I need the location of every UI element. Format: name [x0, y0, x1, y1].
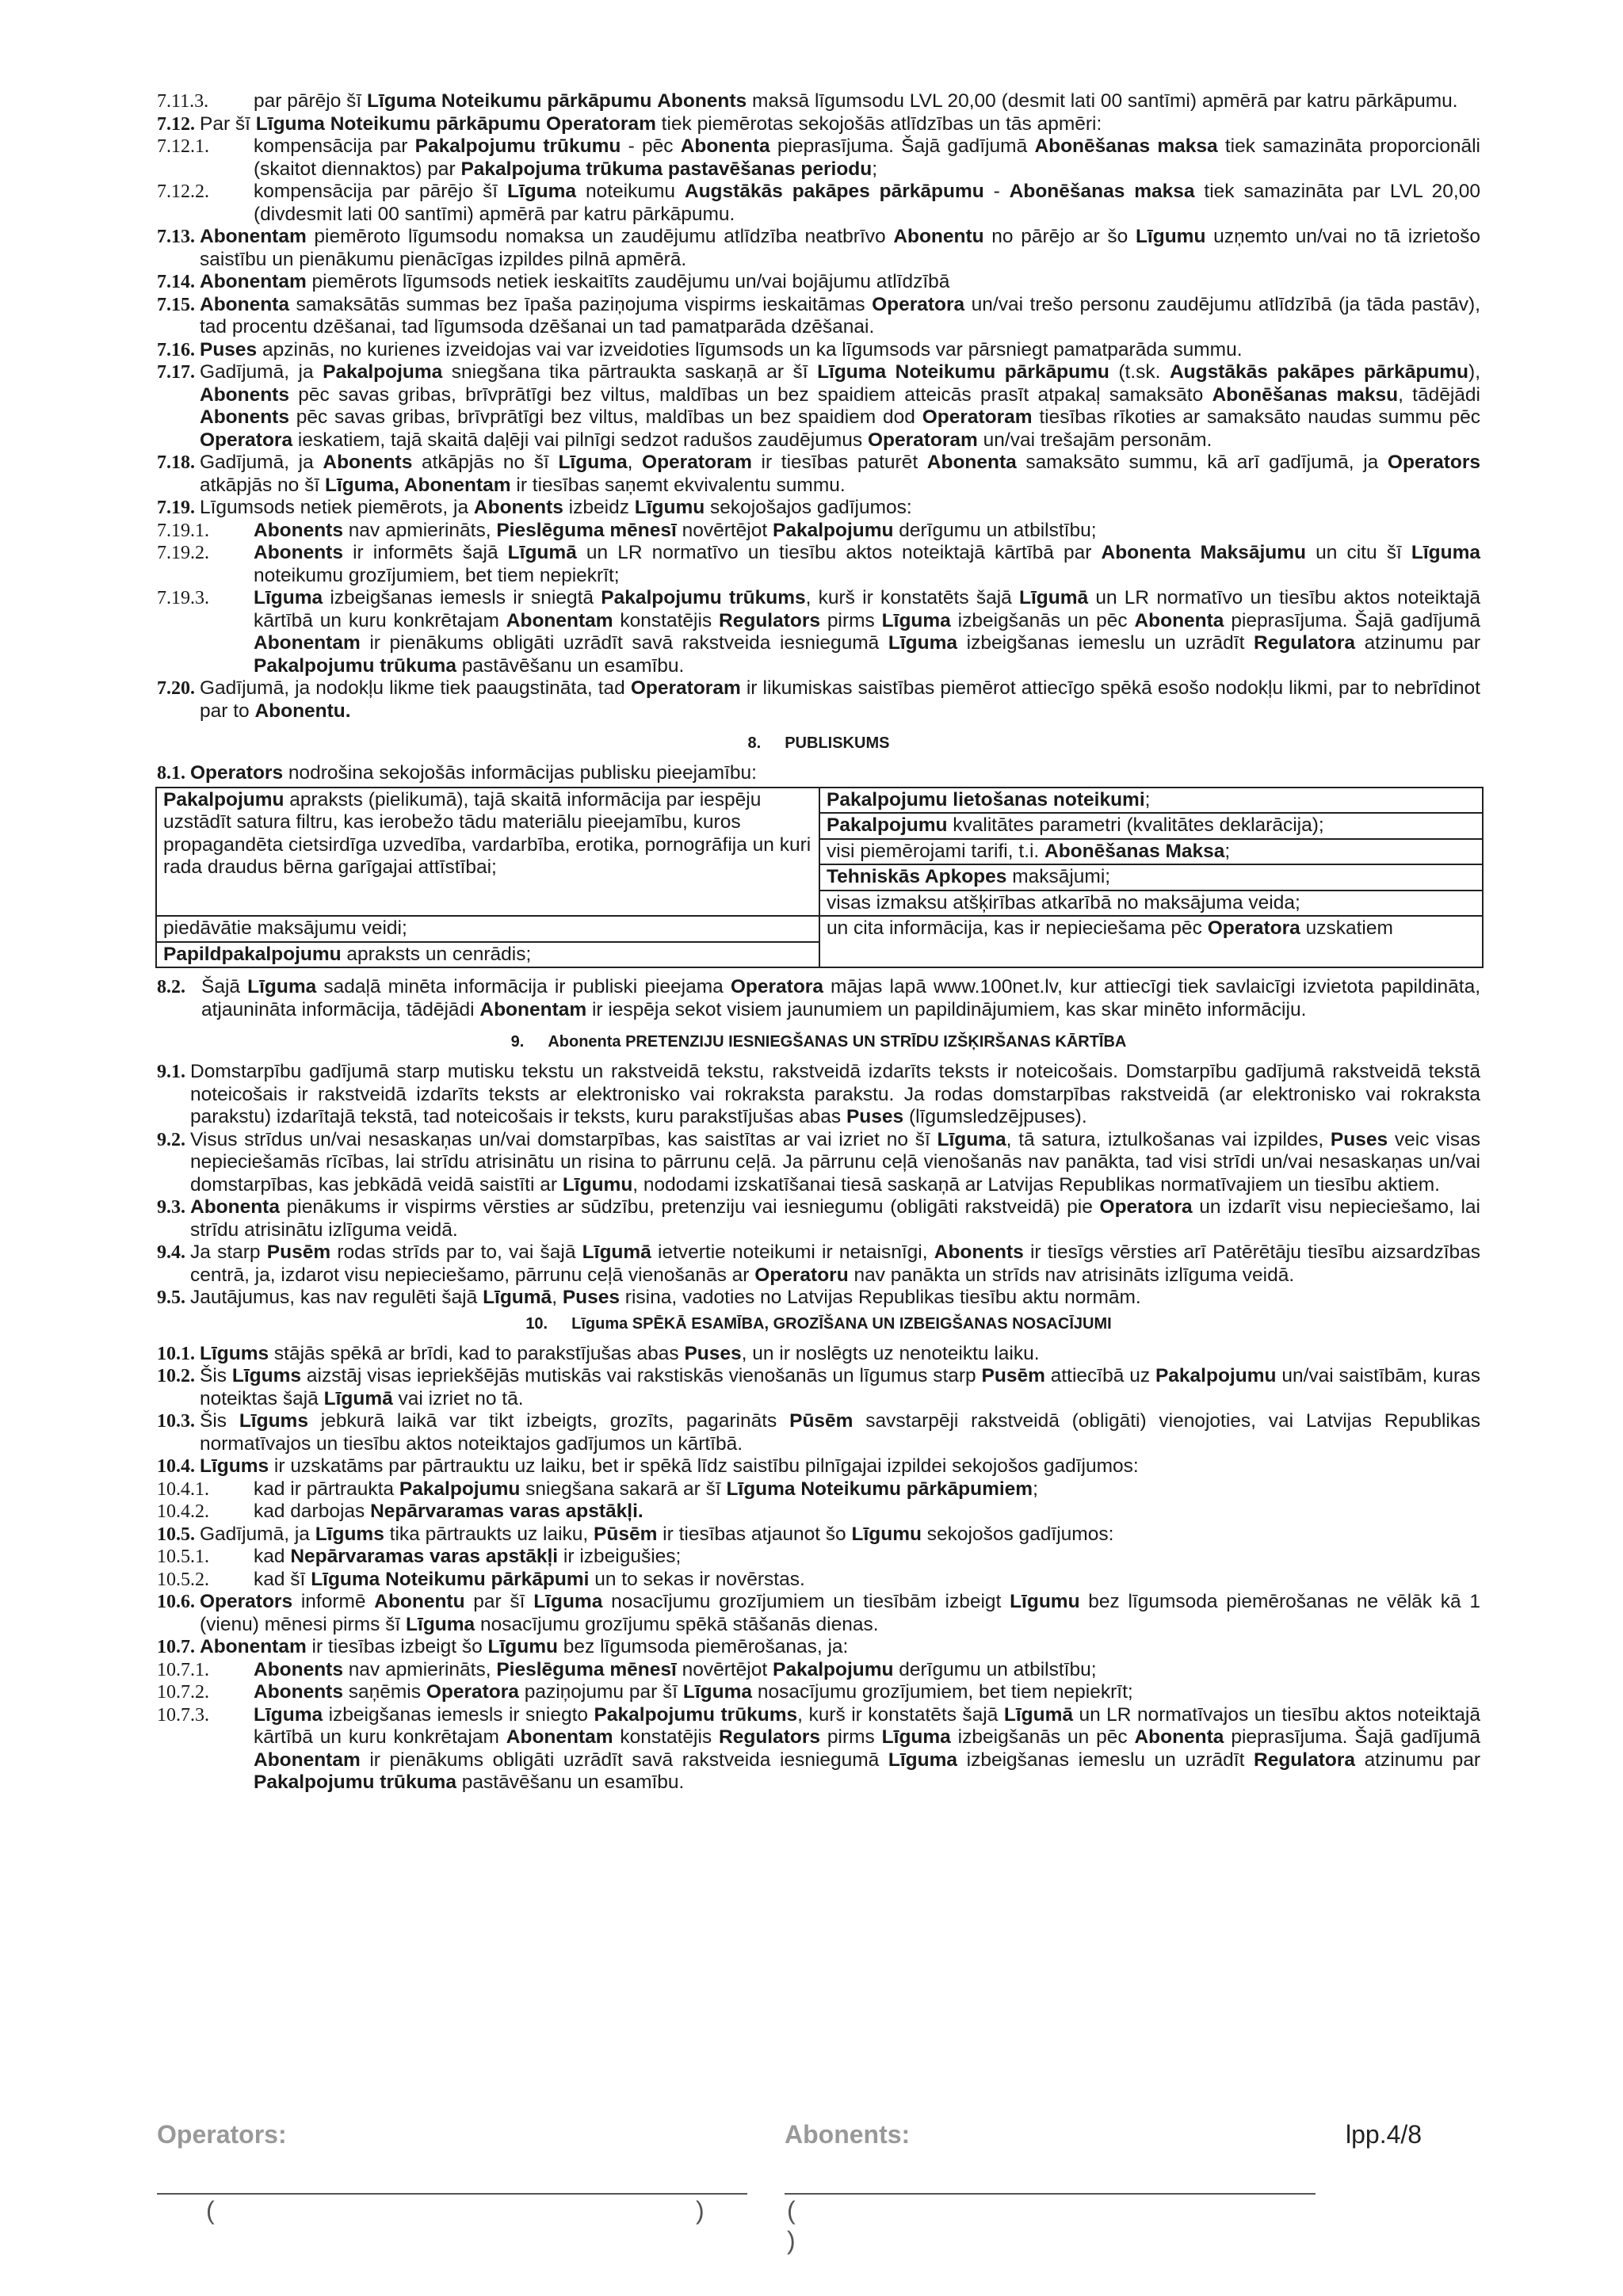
section-8-heading — [157, 734, 1480, 753]
paragraph-text: Jautājumus, kas nav regulēti šajā Līgumā, Puses risina, vadoties no Latvijas Republikas tiesību aktu normām. — [190, 1287, 1141, 1308]
paragraph-number: 7.12.1. — [157, 136, 209, 157]
paragraph-text: Par šī Līguma Noteikumu pārkāpumu Operatoram tiek piemērotas sekojošās atlīdzības un tās apmēri: — [200, 113, 1102, 135]
paragraph-text: kad ir pārtraukta Pakalpojumu sniegšana sakarā ar šī Līguma Noteikumu pārkāpumiem; — [254, 1478, 1038, 1500]
paragraph-10-7-1 — [157, 1659, 1480, 1682]
paragraph-10-1 — [157, 1343, 1480, 1366]
table-cell-other-info: un cita informācija, kas ir nepieciešama pēc Operatora uzskatiem — [819, 916, 1483, 967]
table-cell-tariffs: visi piemērojami tarifi, t.i. Abonēšanas Maksa; — [819, 839, 1483, 865]
paragraph-text: Ja starp Pusēm rodas strīds par to, vai šajā Līgumā ietvertie noteikumi ir netaisnīgi, Abonents ir tiesīgs vērsties arī Patērētāju tiesību aizsardzības centrā, ja, izdarot visu nepieciešamo, pārrunu ceļā vienošanās ar Operatoru nav panākta un strīds nav atrisināts izlīguma veidā. — [190, 1241, 1481, 1286]
paragraph-number: 10.4.2. — [157, 1501, 209, 1522]
paragraph-number: 9.5. — [157, 1287, 185, 1308]
section-10-body — [157, 1343, 1480, 1794]
paragraph-8-2 — [157, 976, 1480, 1021]
paragraph-text: par pārējo šī Līguma Noteikumu pārkāpumu Abonents maksā līgumsodu LVL 20,00 (desmit lati 00 santīmi) apmērā par katru pārkāpumu. — [254, 90, 1458, 112]
paragraph-text: Līgumsods netiek piemērots, ja Abonents izbeidz Līgumu sekojošajos gadījumos: — [200, 497, 912, 518]
paragraph-text: Gadījumā, ja Abonents atkāpjās no šī Līguma, Operatoram ir tiesības paturēt Abonenta samaksāto summu, kā arī gadījumā, ja Operators atkāpjās no šī Līguma, Abonentam ir tiesības saņemt ekvivalentu summu. — [200, 452, 1481, 496]
paragraph-number: 10.7.2. — [157, 1682, 209, 1703]
paragraph-7-18 — [157, 452, 1480, 497]
paragraph-7-15 — [157, 294, 1480, 339]
paragraph-10-2 — [157, 1365, 1480, 1410]
paragraph-text: Abonenta pienākums ir vispirms vērsties ar sūdzību, pretenziju vai iesniegumu (obligāti rakstveidā) pie Operatora un izdarīt visu nepieciešamo, lai strīdu atrisinātu izlīguma veidā. — [190, 1196, 1480, 1241]
signature-footer — [157, 2120, 1488, 2279]
paragraph-text: Gadījumā, ja Līgums tika pārtraukts uz laiku, Pūsēm ir tiesības atjaunot šo Līgumu sekojošos gadījumos: — [200, 1523, 1114, 1545]
operators-signature-line — [157, 2193, 747, 2195]
paragraph-text: Abonenta samaksātās summas bez īpaša paziņojuma vispirms ieskaitāmas Operatora un/vai trešo personu zaudējumu atlīdzībā (ja tāda pastāv), tad procentu dzēšanai, tad līgumsoda dzēšanai un tad pamatparāda dzēšanai. — [200, 293, 1480, 338]
paragraph-number: 9.4. — [157, 1242, 185, 1263]
publicity-table — [155, 787, 1484, 969]
abonents-name-paren-open: ( — [787, 2196, 796, 2225]
paragraph-text: Abonents nav apmierināts, Pieslēguma mēnesī novērtējot Pakalpojumu derīgumu un atbilstību; — [254, 1658, 1097, 1680]
paragraph-number: 10.5.2. — [157, 1569, 209, 1590]
paragraph-text: Abonents ir informēts šajā Līgumā un LR normatīvo un tiesību aktos noteiktajā kārtībā par Abonenta Maksājumu un citu šī Līguma noteikumu grozījumiem, bet tiem nepiekrīt; — [254, 542, 1480, 586]
paragraph-text: Abonents saņēmis Operatora paziņojumu par šī Līguma nosacījumu grozījumiem, bet tiem nepiekrīt; — [254, 1681, 1133, 1703]
paragraph-text: Operators informē Abonentu par šī Līguma nosacījumu grozījumiem un tiesībām izbeigt Līgumu bez līgumsoda piemērošanas ne vēlāk kā 1 (vienu) mēnesi pirms šī Līguma nosacījumu grozījumu spēkā stāšanās dienas. — [200, 1591, 1481, 1635]
paragraph-number: 9.3. — [157, 1197, 185, 1218]
section-10-heading — [157, 1314, 1480, 1333]
paragraph-9-5 — [157, 1287, 1480, 1310]
operators-name-paren-open: ( — [206, 2196, 215, 2225]
section-9-heading — [157, 1032, 1480, 1051]
paragraph-number: 7.12.2. — [157, 181, 209, 202]
paragraph-number: 7.13. — [157, 227, 195, 247]
section-10-title: Līguma SPĒKĀ ESAMĪBA, GROZĪŠANA UN IZBEIGŠANAS NOSACĪJUMI — [571, 1314, 1112, 1333]
paragraph-number: 10.4. — [157, 1456, 195, 1477]
paragraph-number: 10.7.1. — [157, 1659, 209, 1680]
paragraph-text: Abonents nav apmierināts, Pieslēguma mēnesī novērtējot Pakalpojumu derīgumu un atbilstību; — [254, 519, 1097, 541]
abonents-signature-line — [785, 2193, 1316, 2195]
table-cell-quality-parameters: Pakalpojumu kvalitātes parametri (kvalitātes deklarācija); — [819, 813, 1483, 839]
paragraph-number: 7.15. — [157, 294, 195, 315]
paragraph-8-1 — [157, 762, 1480, 785]
paragraph-text: Abonentam ir tiesības izbeigt šo Līgumu bez līgumsoda piemērošanas, ja: — [200, 1636, 849, 1657]
paragraph-7-19 — [157, 497, 1480, 520]
paragraph-number: 7.17. — [157, 362, 195, 383]
paragraph-text: Līgums ir uzskatāms par pārtrauktu uz laiku, bet ir spēkā līdz saistību pilnīgajai izpildei sekojošos gadījumos: — [200, 1455, 1139, 1477]
table-cell-maintenance-payments: Tehniskās Apkopes maksājumi; — [819, 864, 1483, 891]
paragraph-10-3 — [157, 1410, 1480, 1455]
table-cell-payment-methods: piedāvātie maksājumu veidi; — [156, 916, 819, 942]
paragraph-text: Gadījumā, ja Pakalpojuma sniegšana tika pārtraukta saskaņā ar šī Līguma Noteikumu pārkāpumu (t.sk. Augstākās pakāpes pārkāpumu), Abonents pēc savas gribas, brīvprātīgi bez viltus, maldības un bez spaidiem atteicās prasīt atpakaļ samaksāto Abonēšanas maksu, tādējādi Abonents pēc savas gribas, brīvprātīgi bez viltus, maldības un bez spaidiem dod Operatoram tiesības rīkoties ar samaksāto naudas summu pēc Operatora ieskatiem, tajā skaitā daļēji vai pilnīgi sedzot radušos zaudējumus Operatoram un/vai trešajām personām. — [200, 361, 1480, 451]
paragraph-text: kad šī Līguma Noteikumu pārkāpumi un to sekas ir novērstas. — [254, 1568, 805, 1590]
paragraph-7-19-2 — [157, 542, 1480, 587]
paragraph-10-7 — [157, 1636, 1480, 1659]
section-8-number: 8. — [747, 734, 762, 752]
operators-label: Operators: — [157, 2120, 287, 2149]
abonents-name-paren-close: ) — [787, 2226, 796, 2255]
paragraph-7-20 — [157, 677, 1480, 723]
page-number: lpp.4/8 — [1346, 2120, 1423, 2149]
paragraph-text: kompensācija par pārējo šī Līguma noteikumu Augstākās pakāpes pārkāpumu - Abonēšanas maksa tiek samazināta par LVL 20,00 (divdesmit lati 00 santīmi) apmērā par katru pārkāpumu. — [254, 181, 1480, 225]
paragraph-text: Gadījumā, ja nodokļu likme tiek paaugstināta, tad Operatoram ir likumiskas saistības piemērot attiecīgo spēkā esošo nodokļu likmi, par to nebrīdinot par to Abonentu. — [200, 677, 1480, 722]
paragraph-number: 8.2. — [157, 977, 185, 997]
paragraph-10-5-2 — [157, 1569, 1480, 1592]
paragraph-text: Visus strīdus un/vai nesaskaņas un/vai domstarpības, kas saistītas ar vai izriet no šī Līguma, tā satura, iztulkošanas vai izpildes, Puses veic visas nepieciešamās rīcības, lai strīdu atrisinātu un risina to pārrunu ceļā. Ja pārrunu ceļā vienošanās nav panākta, tad visi strīdi un/vai nesaskaņas un/vai domstarpības, kas jebkādā veidā saistīti ar Līgumu, nododami izskatīšanai tiesā saskaņā ar Latvijas Republikas normatīvajiem un tiesību aktiem. — [190, 1128, 1480, 1196]
paragraph-7-17 — [157, 361, 1480, 452]
paragraph-number: 10.7. — [157, 1637, 195, 1657]
paragraph-number: 10.1. — [157, 1343, 195, 1364]
paragraph-number: 10.5. — [157, 1524, 195, 1545]
paragraph-10-7-2 — [157, 1681, 1480, 1704]
paragraph-number: 7.11.3. — [157, 91, 209, 112]
paragraph-10-4-1 — [157, 1478, 1480, 1501]
paragraph-text: Abonentam piemērots līgumsods netiek ieskaitīts zaudējumu un/vai bojājumu atlīdzībā — [200, 271, 950, 292]
paragraph-7-16 — [157, 339, 1480, 362]
paragraph-number: 9.1. — [157, 1062, 185, 1082]
paragraph-10-7-3 — [157, 1704, 1480, 1794]
table-cell-services-description: Pakalpojumu apraksts (pielikumā), tajā skaitā informācija par iespēju uzstādīt satura filtru, kas ierobežo tādu materiālu pieejamību, kuros propagandēta cietsirdīga uzvedība, vardarbība, erotika, pornogrāfija un kuri rada draudus bērna garīgajai attīstībai; — [156, 788, 819, 917]
contract-page — [157, 90, 1480, 1794]
section-8-title: PUBLISKUMS — [785, 734, 890, 752]
paragraph-7-19-1 — [157, 520, 1480, 543]
paragraph-text: Operators nodrošina sekojošās informācijas publisku pieejamību: — [190, 762, 757, 784]
paragraph-number: 9.2. — [157, 1129, 185, 1150]
section-9-body — [157, 1061, 1480, 1310]
table-cell-terms-of-use: Pakalpojumu lietošanas noteikumi; — [819, 788, 1483, 814]
paragraph-10-6 — [157, 1591, 1480, 1636]
paragraph-text: Līguma izbeigšanas iemesls ir sniegto Pakalpojumu trūkums, kurš ir konstatēts šajā Līgumā un LR normatīvajos un tiesību aktos noteiktajā kārtībā un kuru konkrētajam Abonentam konstatējis Regulators pirms Līguma izbeigšanās un pēc Abonenta pieprasījuma. Šajā gadījumā Abonentam ir pienākums obligāti uzrādīt savā rakstveida iesniegumā Līguma izbeigšanas iemeslu un uzrādīt Regulatora atzinumu par Pakalpojumu trūkuma pastāvēšanu un esamību. — [254, 1703, 1481, 1793]
paragraph-number: 8.1. — [157, 763, 185, 784]
paragraph-7-11-3 — [157, 90, 1480, 113]
paragraph-text: Šis Līgums jebkurā laikā var tikt izbeigts, grozīts, pagarināts Pūsēm savstarpēji rakstveidā (obligāti) vienojoties, vai Latvijas Republikas normatīvajos un tiesību aktos noteiktajos gadījumos un kārtībā. — [200, 1410, 1480, 1455]
section-7-continued — [157, 90, 1480, 723]
paragraph-7-14 — [157, 271, 1480, 294]
paragraph-number: 7.19.1. — [157, 520, 209, 541]
paragraph-number: 7.14. — [157, 272, 195, 292]
paragraph-text: Domstarpību gadījumā starp mutisku tekstu un rakstveidā tekstu, rakstveidā izdarīts teksts ir noteicošais. Domstarpību gadījumā rakstveidā tekstā noteicošais ir rakstveidā izdarīts teksts ar elektronisko vai rokraksta parakstu. Ja rodas domstarpības rakstveidā (ar elektronisko vai rokraksta parakstu) izdarītajā tekstā, tad noteicošais ir teksts, kuru parakstījušas abas Puses (līgumsledzējpuses). — [190, 1061, 1480, 1127]
paragraph-number: 10.2. — [157, 1366, 195, 1386]
table-cell-additional-services: Papildpakalpojumu apraksts un cenrādis; — [156, 942, 819, 968]
paragraph-9-4 — [157, 1241, 1480, 1287]
paragraph-number: 7.16. — [157, 339, 195, 360]
paragraph-number: 7.19. — [157, 498, 195, 518]
paragraph-7-12-2 — [157, 181, 1480, 226]
paragraph-7-13 — [157, 226, 1480, 271]
paragraph-10-4-2 — [157, 1501, 1480, 1524]
paragraph-number: 7.19.3. — [157, 588, 209, 608]
abonents-label: Abonents: — [785, 2120, 911, 2149]
paragraph-number: 10.6. — [157, 1592, 195, 1612]
paragraph-number: 10.7.3. — [157, 1704, 209, 1726]
paragraph-number: 10.4.1. — [157, 1478, 209, 1500]
paragraph-text: Šajā Līguma sadaļā minēta informācija ir publiski pieejama Operatora mājas lapā www.100net.lv, kur attiecīgi tiek savlaicīgi izvietota papildināta, atjaunināta informācija, tādējādi Abonentam ir iespēja sekot visiem jaunumiem un papildinājumiem, kas skar minēto informāciju. — [201, 976, 1481, 1020]
paragraph-10-4 — [157, 1455, 1480, 1478]
paragraph-9-3 — [157, 1196, 1480, 1241]
paragraph-7-19-3 — [157, 587, 1480, 677]
section-9-title: Abonenta PRETENZIJU IESNIEGŠANAS UN STRĪDU IZŠĶIRŠANAS KĀRTĪBA — [548, 1033, 1127, 1051]
table-cell-cost-differences: visas izmaksu atšķirības atkarībā no maksājuma veida; — [819, 891, 1483, 917]
paragraph-text: kad darbojas Nepārvaramas varas apstākļi. — [254, 1501, 643, 1522]
paragraph-number: 10.5.1. — [157, 1547, 209, 1567]
paragraph-10-5 — [157, 1524, 1480, 1547]
operators-name-paren-close: ) — [696, 2196, 705, 2225]
paragraph-9-2 — [157, 1129, 1480, 1197]
paragraph-10-5-1 — [157, 1546, 1480, 1569]
paragraph-text: Puses apzinās, no kurienes izveidojas vai var izveidoties līgumsods un ka līgumsods var pārsniegt pamatparāda summu. — [200, 338, 1243, 360]
paragraph-text: Abonentam piemēroto līgumsodu nomaksa un zaudējumu atlīdzība neatbrīvo Abonentu no pārējo ar šo Līgumu uzņemto un/vai no tā izrietošo saistību un pienākumu pienācīgas izpildes pilnā apmērā. — [200, 226, 1480, 270]
paragraph-number: 7.12. — [157, 113, 195, 135]
paragraph-number: 7.18. — [157, 452, 195, 473]
section-10-number: 10. — [525, 1314, 548, 1333]
paragraph-text: kompensācija par Pakalpojumu trūkumu - pēc Abonenta pieprasījuma. Šajā gadījumā Abonēšanas maksa tiek samazināta proporcionāli (skaitot diennaktos) par Pakalpojuma trūkuma pastavēšanas periodu; — [254, 135, 1480, 180]
paragraph-number: 7.19.2. — [157, 543, 209, 563]
paragraph-9-1 — [157, 1061, 1480, 1129]
paragraph-7-12-1 — [157, 135, 1480, 181]
section-9-number: 9. — [510, 1033, 525, 1051]
paragraph-text: Šis Līgums aizstāj visas iepriekšējās mutiskās vai rakstiskās vienošanās un līgumus starp Pusēm attiecībā uz Pakalpojumu un/vai saistībām, kuras noteiktas šajā Līgumā vai izriet no tā. — [200, 1365, 1480, 1409]
paragraph-number: 7.20. — [157, 678, 195, 699]
paragraph-text: Līgums stājās spēkā ar brīdi, kad to parakstījušas abas Puses, un ir noslēgts uz nenoteiktu laiku. — [200, 1342, 1040, 1364]
paragraph-number: 10.3. — [157, 1411, 195, 1432]
paragraph-text: kad Nepārvaramas varas apstākļi ir izbeigušies; — [254, 1546, 682, 1567]
paragraph-7-12 — [157, 113, 1480, 136]
paragraph-text: Līguma izbeigšanas iemesls ir sniegtā Pakalpojumu trūkums, kurš ir konstatēts šajā Līgumā un LR normatīvo un tiesību aktos noteiktajā kārtībā un kuru konkrētajam Abonentam konstatējis Regulators pirms Līguma izbeigšanās un pēc Abonenta pieprasījuma. Šajā gadījumā Abonentam ir pienākums obligāti uzrādīt savā rakstveida iesniegumā Līguma izbeigšanas iemeslu un uzrādīt Regulatora atzinumu par Pakalpojumu trūkuma pastāvēšanu un esamību. — [254, 587, 1481, 677]
